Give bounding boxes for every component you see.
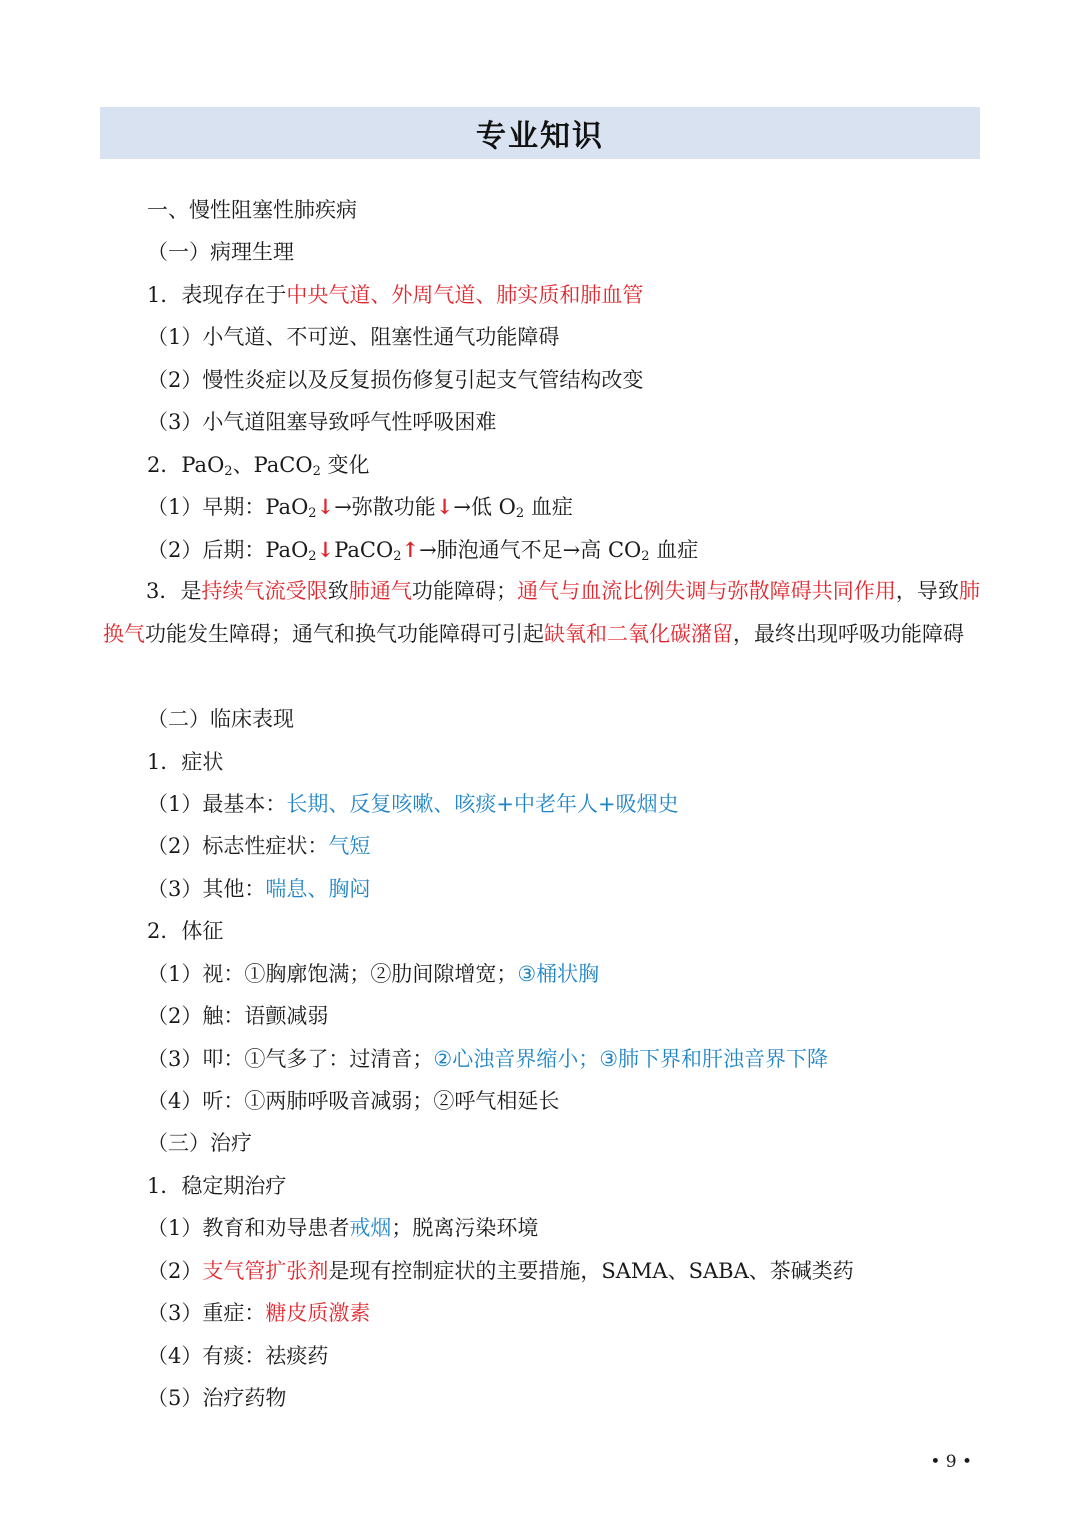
list-item: （4）有痰：祛痰药 [147, 1344, 329, 1368]
highlight-blue: 戒烟 [349, 1216, 392, 1240]
highlight-red: 持续气流受限 [201, 579, 328, 603]
highlight-red: 肺通气 [348, 579, 412, 603]
list-item: （3）小气道阻塞导致呼气性呼吸困难 [147, 410, 497, 434]
list-item: 2．体征 [147, 919, 224, 943]
arrow-down-icon: ↓ [316, 494, 335, 519]
highlight-blue: ②心浊音界缩小 [433, 1047, 579, 1071]
highlight-red: 糖皮质激素 [265, 1301, 371, 1325]
list-item: （1）教育和劝导患者戒烟；脱离污染环境 [147, 1216, 539, 1240]
arrow-up-icon: ↑ [401, 537, 420, 562]
highlight-red: 肺换气 [103, 579, 981, 646]
highlight-blue: 长期、反复咳嗽、咳痰+中老年人+吸烟史 [286, 792, 679, 816]
list-item: （3）叩：①气多了：过清音；②心浊音界缩小；③肺下界和肝浊音界下降 [147, 1047, 829, 1071]
list-item: （2）慢性炎症以及反复损伤修复引起支气管结构改变 [147, 368, 644, 392]
arrow-down-icon: ↓ [316, 537, 335, 562]
list-item: （2）触：语颤减弱 [147, 1004, 329, 1028]
list-item: （1）早期：PaO$_2$↓→弥散功能↓→低 $O_2$ 血症 [147, 494, 573, 521]
highlight-red: 通气与血流比例失调与弥散障碍共同作用 [517, 579, 896, 603]
page-title: 专业知识 [476, 119, 604, 154]
list-item: 1．症状 [147, 750, 224, 774]
subsection-heading: （三）治疗 [147, 1131, 252, 1155]
section-heading: 一、慢性阻塞性肺疾病 [147, 198, 357, 222]
section-banner [100, 107, 980, 159]
list-item: 1．表现存在于中央气道、外周气道、肺实质和肺血管 [147, 283, 644, 307]
list-item: 2．PaO$_2$、PaCO$_2$ 变化 [147, 453, 370, 479]
subsection-heading: （二）临床表现 [147, 707, 294, 731]
list-item: （5）治疗药物 [147, 1386, 287, 1410]
highlight-red: 缺氧和二氧化碳潴留 [544, 621, 733, 646]
list-item: （1）视：①胸廓饱满；②肋间隙增宽；③桶状胸 [147, 962, 600, 986]
highlight-blue: 气短 [328, 834, 371, 858]
highlight-blue: 喘息、胸闷 [265, 877, 371, 901]
list-item: （2）后期：PaO$_2$↓PaCO$_2$↑→肺泡通气不足→高 $CO_2$ 血症 [147, 537, 699, 564]
highlight-blue: ③桶状胸 [517, 962, 600, 986]
page-number: • 9 • [930, 1452, 972, 1472]
list-item: （2）支气管扩张剂是现有控制症状的主要措施，SAMA、SABA、茶碱类药 [147, 1259, 854, 1283]
highlight-blue: ③肺下界和肝浊音界下降 [599, 1047, 829, 1071]
highlight-red: 中央气道、外周气道、肺实质和肺血管 [286, 283, 644, 307]
subsection-heading: （一）病理生理 [147, 240, 294, 264]
list-item: （3）其他：喘息、胸闷 [147, 877, 371, 901]
list-item: （1）最基本：长期、反复咳嗽、咳痰+中老年人+吸烟史 [147, 792, 679, 816]
list-item: （3）重症：糖皮质激素 [147, 1301, 371, 1325]
paragraph: 3．是持续气流受限致肺通气功能障碍；通气与血流比例失调与弥散障碍共同作用，导致肺换气功能发生障碍；通气和换气功能障碍可引起缺氧和二氧化碳潴留，最终出现呼吸功能障碍 [103, 579, 981, 646]
list-item: 1．稳定期治疗 [147, 1174, 287, 1198]
arrow-down-icon: ↓ [435, 494, 454, 519]
highlight-red: 支气管扩张剂 [202, 1259, 329, 1283]
list-item: （2）标志性症状：气短 [147, 834, 371, 858]
list-item: （1）小气道、不可逆、阻塞性通气功能障碍 [147, 325, 560, 349]
list-item: （4）听：①两肺呼吸音减弱；②呼气相延长 [147, 1089, 560, 1113]
